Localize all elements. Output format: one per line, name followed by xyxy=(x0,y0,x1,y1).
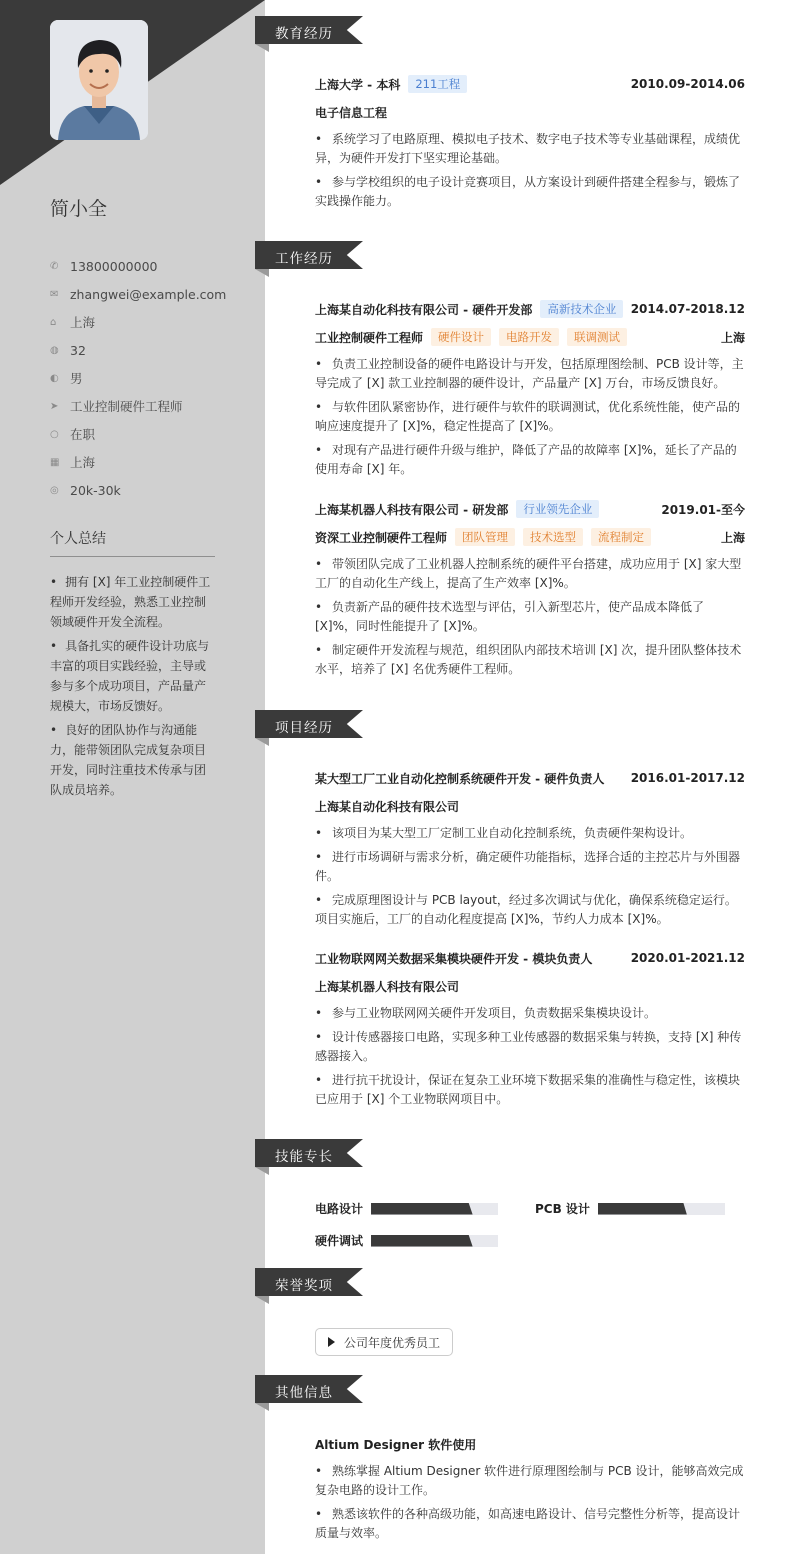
info-text: 13800000000 xyxy=(70,258,158,274)
info-row xyxy=(50,448,226,476)
skill-bar xyxy=(598,1203,725,1215)
project-row xyxy=(315,944,745,972)
skill-bar-fill xyxy=(371,1235,473,1247)
info-text: 工业控制硬件工程师 xyxy=(70,399,183,414)
job-item xyxy=(315,295,745,484)
section-title: 技能专长 xyxy=(275,1149,333,1165)
education-row xyxy=(315,70,745,98)
bullet-item xyxy=(315,1071,745,1109)
section-other-header xyxy=(255,1375,363,1403)
job-bullets xyxy=(315,555,745,679)
project-bullets xyxy=(315,1004,745,1109)
skill-name: 电路设计 xyxy=(315,1202,364,1216)
home-icon: ⌂ xyxy=(50,316,57,328)
position: 工业控制硬件工程师 xyxy=(315,330,424,345)
summary-item: • 良好的团队协作与沟通能力，能带领团队完成复杂项目开发，同时注重技术传承与团队成员培养。 xyxy=(50,720,215,800)
award-label: 公司年度优秀员工 xyxy=(344,1335,441,1350)
project-name: 某大型工厂工业自动化控制系统硬件开发 - 硬件负责人 xyxy=(315,771,605,786)
school-name: 上海大学 - 本科 xyxy=(315,77,401,92)
bullet-item xyxy=(315,441,745,479)
bullet-text: • 制定硬件开发流程与规范，组织团队内部技术培训 [X] 次，提升团队整体技术水平，培养了 [X] 名优秀硬件工程师。 xyxy=(315,643,742,676)
play-icon xyxy=(328,1337,335,1347)
project-bullets xyxy=(315,824,745,929)
skill-bar-fill xyxy=(598,1203,687,1215)
bullet-item xyxy=(315,1004,745,1023)
company-row xyxy=(315,295,745,323)
bullet-item xyxy=(315,824,745,843)
company-name: 上海某自动化科技有限公司 - 硬件开发部 xyxy=(315,302,533,317)
bullet-item xyxy=(315,1505,745,1543)
bullet-item xyxy=(315,848,745,886)
other-block xyxy=(315,1430,745,1548)
project-date: 2020.01-2021.12 xyxy=(630,951,745,965)
bullet-text: • 对现有产品进行硬件升级与维护，降低了产品的故障率 [X]%，延长了产品的使用寿命 [X] 年。 xyxy=(315,443,737,476)
company-tag: 高新技术企业 xyxy=(540,300,623,318)
info-text: 上海 xyxy=(70,315,96,330)
status-icon: ○ xyxy=(50,428,59,440)
summary-item: • 具备扎实的硬件设计功底与丰富的项目实践经验，主导或参与多个成功项目，产品量产规模大，市场反馈好。 xyxy=(50,636,215,716)
info-row xyxy=(50,280,226,308)
info-text: zhangwei@example.com xyxy=(70,286,227,302)
job-date: 2014.07-2018.12 xyxy=(630,302,745,316)
skill-tag: 流程制定 xyxy=(591,528,651,546)
bullet-text: • 设计传感器接口电路，实现多种工业传感器的数据采集与转换，支持 [X] 种传感器接入。 xyxy=(315,1030,742,1063)
project-company-row xyxy=(315,972,745,1000)
section-title: 项目经历 xyxy=(275,720,333,736)
education-block xyxy=(315,70,745,216)
bullet-item xyxy=(315,891,745,929)
bullet-item xyxy=(315,1028,745,1066)
bullet-text: • 完成原理图设计与 PCB layout，经过多次调试与优化，确保系统稳定运行。项目实施后，工厂的自动化程度提高 [X]%，节约人力成本 [X]%。 xyxy=(315,893,737,926)
company-row xyxy=(315,495,745,523)
section-awards-header xyxy=(255,1268,363,1296)
bullet-text: • 进行抗干扰设计，保证在复杂工业环境下数据采集的准确性与稳定性，该模块已应用于 [X] 个工业物联网项目中。 xyxy=(315,1073,741,1106)
gender-icon: ◐ xyxy=(50,372,59,384)
education-bullets xyxy=(315,130,745,211)
bullet-text: • 负责新产品的硬件技术选型与评估，引入新型芯片，使产品成本降低了 [X]%，同时性能提升了 [X]%。 xyxy=(315,600,705,633)
summary-item: • 拥有 [X] 年工业控制硬件工程师开发经验，熟悉工业控制领域硬件开发全流程。 xyxy=(50,572,215,632)
project-company-row xyxy=(315,792,745,820)
section-work-header xyxy=(255,241,363,269)
bullet-text: • 该项目为某大型工厂定制工业自动化控制系统，负责硬件架构设计。 xyxy=(332,826,693,840)
other-bullets xyxy=(315,1462,745,1543)
sidebar xyxy=(0,0,265,1554)
skill-bar xyxy=(371,1203,498,1215)
avatar xyxy=(50,20,148,140)
skill-tag: 团队管理 xyxy=(455,528,515,546)
summary-title: 个人总结 xyxy=(50,528,215,557)
section-projects-header xyxy=(255,710,363,738)
city-icon: ▦ xyxy=(50,456,60,468)
info-text: 32 xyxy=(70,342,86,358)
skill-tag: 技术选型 xyxy=(523,528,583,546)
award-badge xyxy=(315,1328,453,1356)
bullet-item xyxy=(315,1462,745,1500)
skill-item xyxy=(315,1232,498,1249)
skill-bar xyxy=(371,1235,498,1247)
job-city: 上海 xyxy=(720,530,745,545)
target-job-icon: ➤ xyxy=(50,400,59,412)
project-company: 上海某自动化科技有限公司 xyxy=(315,799,460,814)
skill-tag: 硬件设计 xyxy=(431,328,491,346)
mail-icon: ✉ xyxy=(50,288,59,300)
project-name: 工业物联网网关数据采集模块硬件开发 - 模块负责人 xyxy=(315,951,593,966)
info-row xyxy=(50,336,226,364)
section-title: 教育经历 xyxy=(275,26,333,42)
other-heading-row xyxy=(315,1430,745,1458)
position-row xyxy=(315,323,745,351)
skill-tag: 电路开发 xyxy=(499,328,559,346)
skill-tag: 联调测试 xyxy=(567,328,627,346)
project-item xyxy=(315,764,745,934)
bullet-text: • 进行市场调研与需求分析，确定硬件功能指标，选择合适的主控芯片与外围器件。 xyxy=(315,850,741,883)
section-education-header xyxy=(255,16,363,44)
bullet-text: • 参与学校组织的电子设计竞赛项目，从方案设计到硬件搭建全程参与，锻炼了实践操作能力。 xyxy=(315,175,741,208)
project-item xyxy=(315,944,745,1114)
other-heading: Altium Designer 软件使用 xyxy=(315,1437,477,1452)
phone-icon: ✆ xyxy=(50,260,59,272)
section-title: 其他信息 xyxy=(275,1385,333,1401)
company-tag: 行业领先企业 xyxy=(516,500,599,518)
candidate-name: 简小全 xyxy=(50,198,108,220)
bullet-item xyxy=(315,355,745,393)
bullet-item xyxy=(315,130,745,168)
info-row xyxy=(50,364,226,392)
school-tag: 211工程 xyxy=(408,75,467,93)
job-date: 2019.01-至今 xyxy=(661,502,745,517)
bullet-item xyxy=(315,641,745,679)
job-city: 上海 xyxy=(720,330,745,345)
job-bullets xyxy=(315,355,745,479)
job-item xyxy=(315,495,745,684)
company-name: 上海某机器人科技有限公司 - 研发部 xyxy=(315,502,509,517)
bullet-item xyxy=(315,173,745,211)
info-text: 20k-30k xyxy=(70,482,121,498)
section-title: 工作经历 xyxy=(275,251,333,267)
bullet-text: • 负责工业控制设备的硬件电路设计与开发，包括原理图绘制、PCB 设计等，主导完成了 [X] 款工业控制器的硬件设计，产品量产 [X] 万台，市场反馈良好。 xyxy=(315,357,744,390)
bullet-text: • 熟练掌握 Altium Designer 软件进行原理图绘制与 PCB 设计，能够高效完成复杂电路的设计工作。 xyxy=(315,1464,744,1497)
project-date: 2016.01-2017.12 xyxy=(630,771,745,785)
skill-item xyxy=(315,1200,498,1217)
major-row xyxy=(315,98,745,126)
info-row xyxy=(50,308,226,336)
bullet-text: • 系统学习了电路原理、模拟电子技术、数字电子技术等专业基础课程，成绩优异，为硬件开发打下坚实理论基础。 xyxy=(315,132,741,165)
project-company: 上海某机器人科技有限公司 xyxy=(315,979,460,994)
info-text: 在职 xyxy=(70,427,96,442)
section-skills-header xyxy=(255,1139,363,1167)
skill-bar-fill xyxy=(371,1203,473,1215)
skill-name: 硬件调试 xyxy=(315,1234,364,1248)
info-text: 上海 xyxy=(70,455,96,470)
skill-name: PCB 设计 xyxy=(535,1202,590,1216)
salary-icon: ◎ xyxy=(50,484,59,496)
summary-list xyxy=(50,572,215,804)
position-row xyxy=(315,523,745,551)
age-icon: ◍ xyxy=(50,344,59,356)
contact-info-list xyxy=(50,252,226,504)
info-row xyxy=(50,476,226,504)
info-row xyxy=(50,252,226,280)
info-row xyxy=(50,420,226,448)
bullet-item xyxy=(315,398,745,436)
skill-item xyxy=(535,1200,725,1217)
major: 电子信息工程 xyxy=(315,105,388,120)
bullet-text: • 与软件团队紧密协作，进行硬件与软件的联调测试，优化系统性能，使产品的响应速度提升了 [X]%，稳定性提高了 [X]%。 xyxy=(315,400,741,433)
bullet-text: • 参与工业物联网网关硬件开发项目，负责数据采集模块设计。 xyxy=(332,1006,657,1020)
bullet-text: • 熟悉该软件的各种高级功能，如高速电路设计、信号完整性分析等，提高设计质量与效率。 xyxy=(315,1507,741,1540)
position: 资深工业控制硬件工程师 xyxy=(315,530,448,545)
info-row xyxy=(50,392,226,420)
avatar-photo xyxy=(50,20,148,140)
bullet-text: • 带领团队完成了工业机器人控制系统的硬件平台搭建，成功应用于 [X] 家大型工厂的自动化生产线上，提高了生产效率 [X]%。 xyxy=(315,557,742,590)
bullet-item xyxy=(315,555,745,593)
bullet-item xyxy=(315,598,745,636)
section-title: 荣誉奖项 xyxy=(275,1278,333,1294)
education-date: 2010.09-2014.06 xyxy=(630,77,745,91)
project-row xyxy=(315,764,745,792)
info-text: 男 xyxy=(70,371,83,386)
